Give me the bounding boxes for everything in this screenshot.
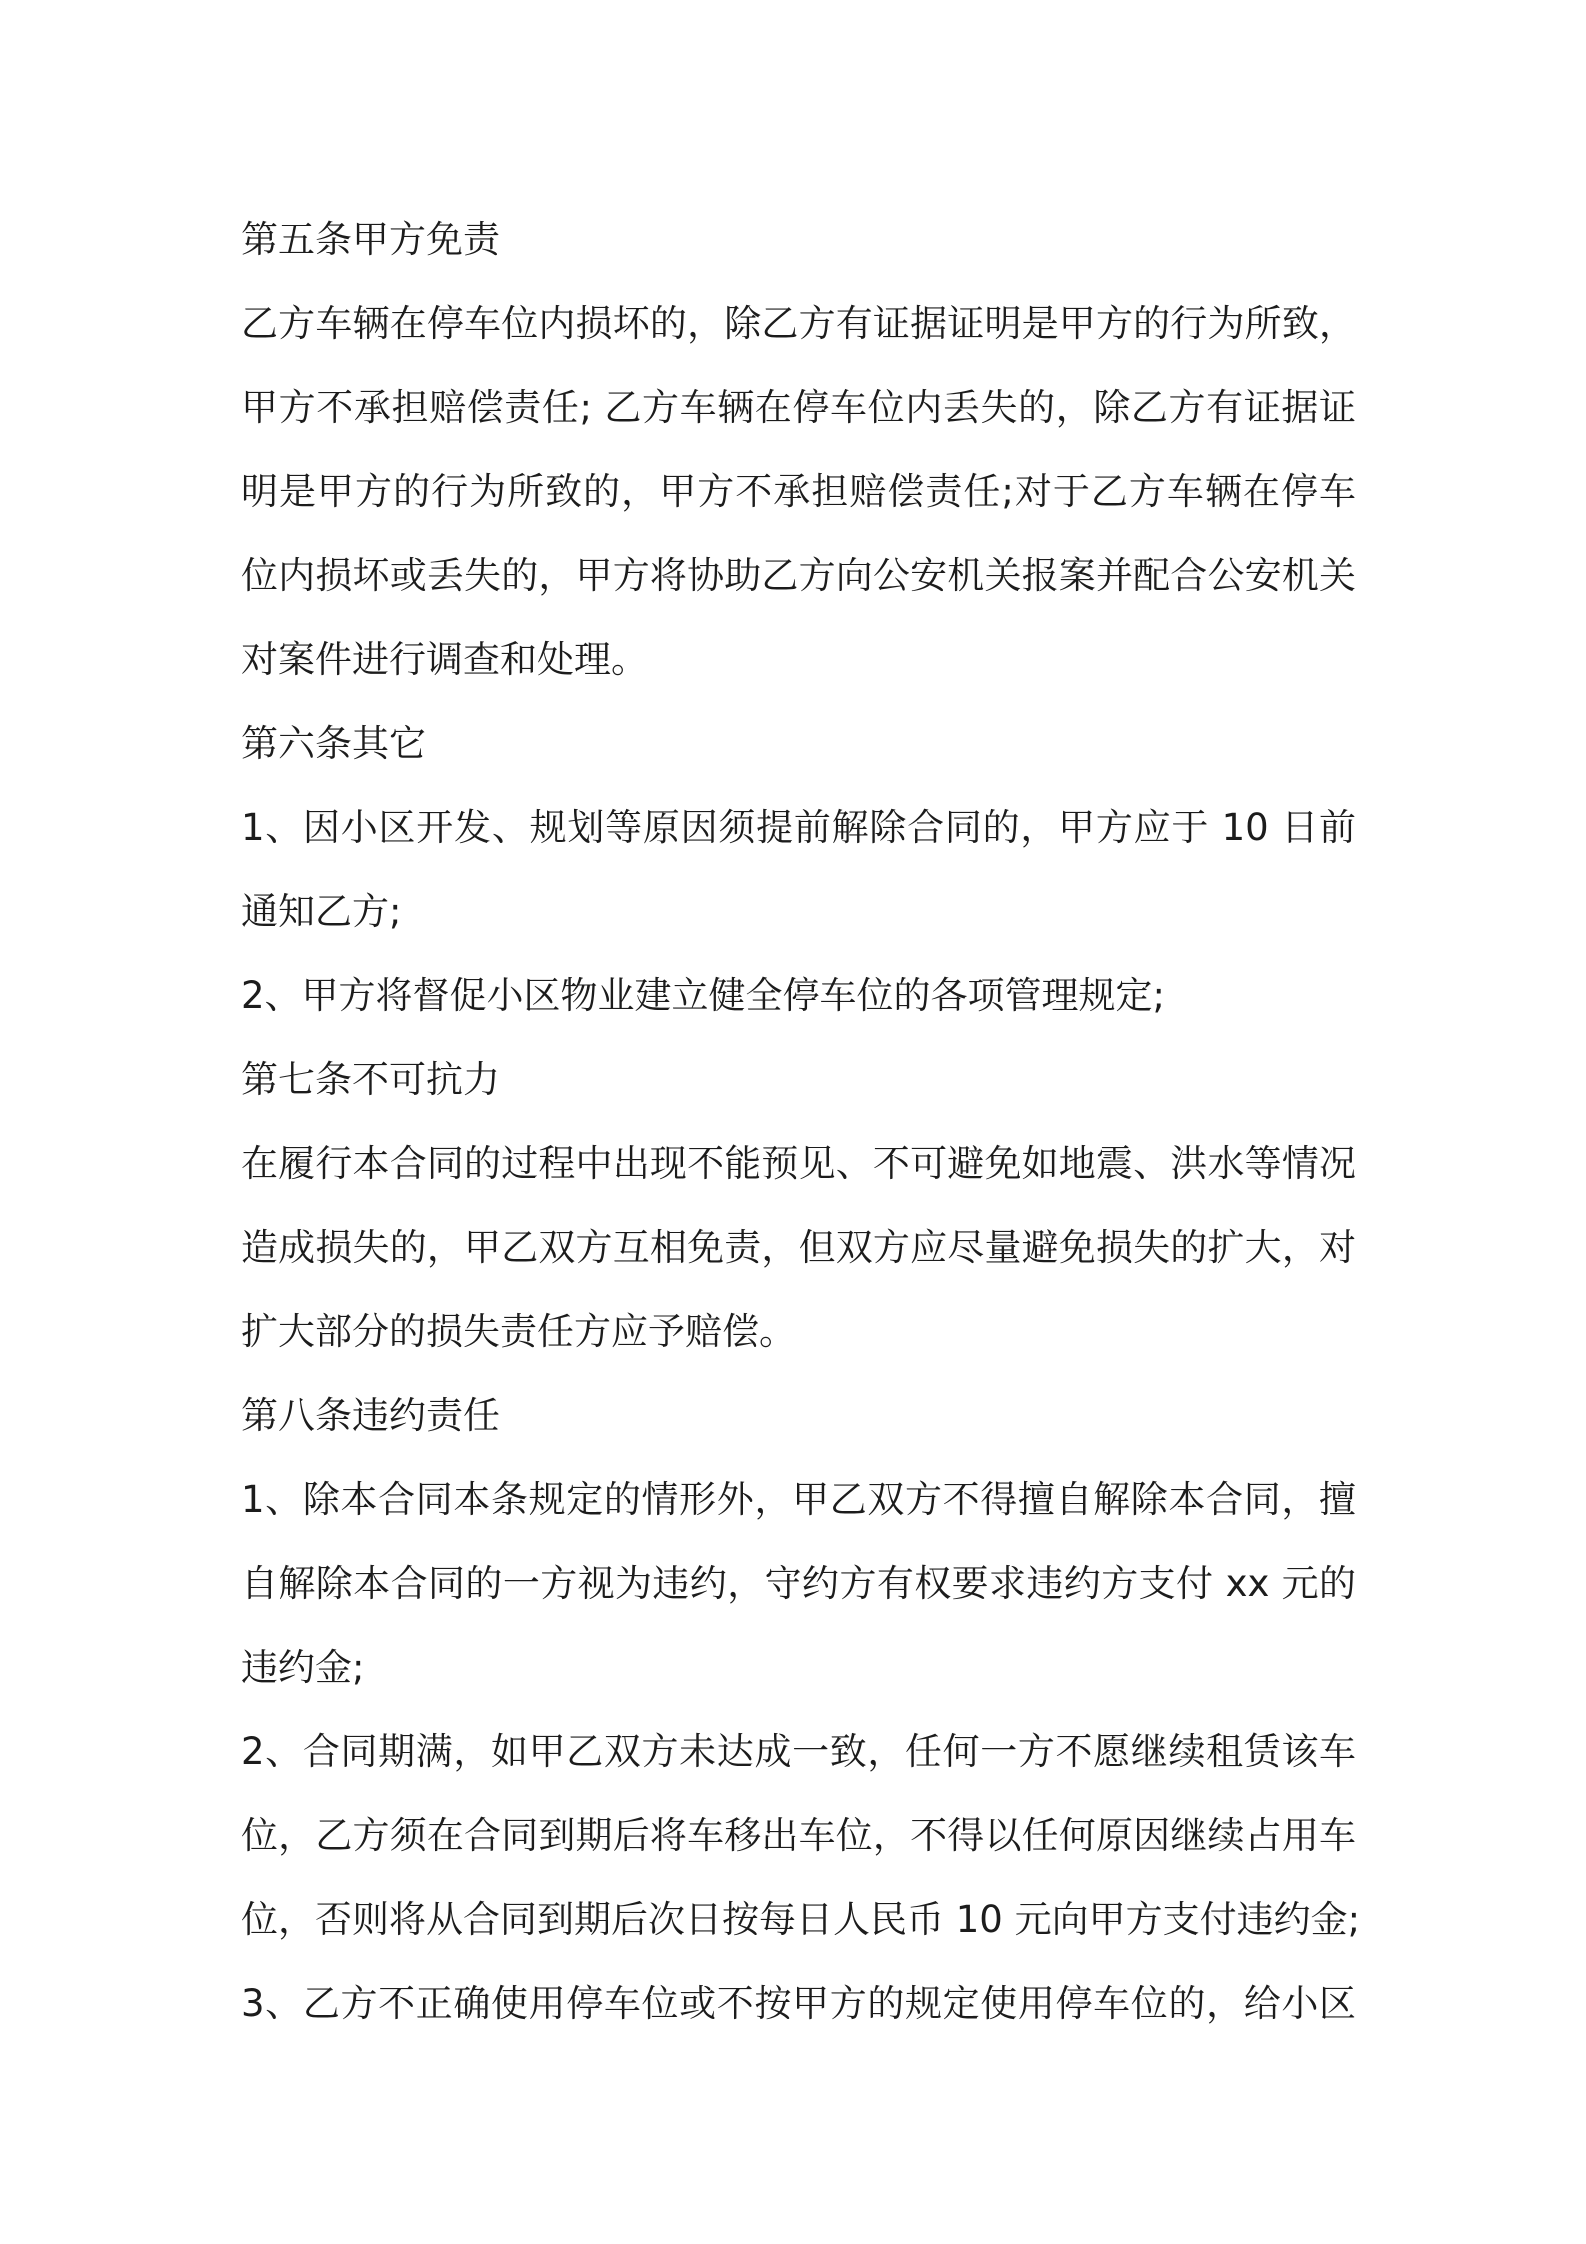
- text-line: 2、合同期满，如甲乙双方未达成一致，任何一方不愿继续租赁该车: [241, 1730, 1356, 1773]
- text-line: 2、甲方将督促小区物业建立健全停车位的各项管理规定;: [241, 974, 1166, 1017]
- text-line: 甲方不承担赔偿责任; 乙方车辆在停车位内丢失的，除乙方有证据证: [241, 386, 1356, 429]
- contract-text: [241, 198, 1361, 2046]
- section-heading: 第七条不可抗力: [241, 1058, 500, 1101]
- text-line: 3、乙方不正确使用停车位或不按甲方的规定使用停车位的，给小区: [241, 1982, 1356, 2025]
- text-line: 1、因小区开发、规划等原因须提前解除合同的，甲方应于 10 日前: [241, 806, 1356, 849]
- text-line: 在履行本合同的过程中出现不能预见、不可避免如地震、洪水等情况: [241, 1142, 1356, 1185]
- text-line: 乙方车辆在停车位内损坏的，除乙方有证据证明是甲方的行为所致，: [241, 302, 1356, 345]
- text-line: 违约金;: [241, 1646, 365, 1689]
- text-line: 通知乙方;: [241, 890, 402, 933]
- text-line: 明是甲方的行为所致的，甲方不承担赔偿责任;对于乙方车辆在停车: [241, 470, 1356, 513]
- text-line: 自解除本合同的一方视为违约，守约方有权要求违约方支付 xx 元的: [241, 1562, 1356, 1605]
- text-line: 位，乙方须在合同到期后将车移出车位，不得以任何原因继续占用车: [241, 1814, 1356, 1857]
- section-heading: 第五条甲方免责: [241, 218, 500, 261]
- text-line: 对案件进行调查和处理。: [241, 638, 648, 681]
- section-heading: 第八条违约责任: [241, 1394, 500, 1437]
- text-line: 位内损坏或丢失的，甲方将协助乙方向公安机关报案并配合公安机关: [241, 554, 1356, 597]
- text-line: 造成损失的，甲乙双方互相免责，但双方应尽量避免损失的扩大，对: [241, 1226, 1356, 1269]
- text-line: 扩大部分的损失责任方应予赔偿。: [241, 1310, 796, 1353]
- text-line: 位，否则将从合同到期后次日按每日人民币 10 元向甲方支付违约金;: [241, 1898, 1361, 1941]
- text-line: 1、除本合同本条规定的情形外，甲乙双方不得擅自解除本合同，擅: [241, 1478, 1356, 1521]
- section-heading: 第六条其它: [241, 722, 426, 765]
